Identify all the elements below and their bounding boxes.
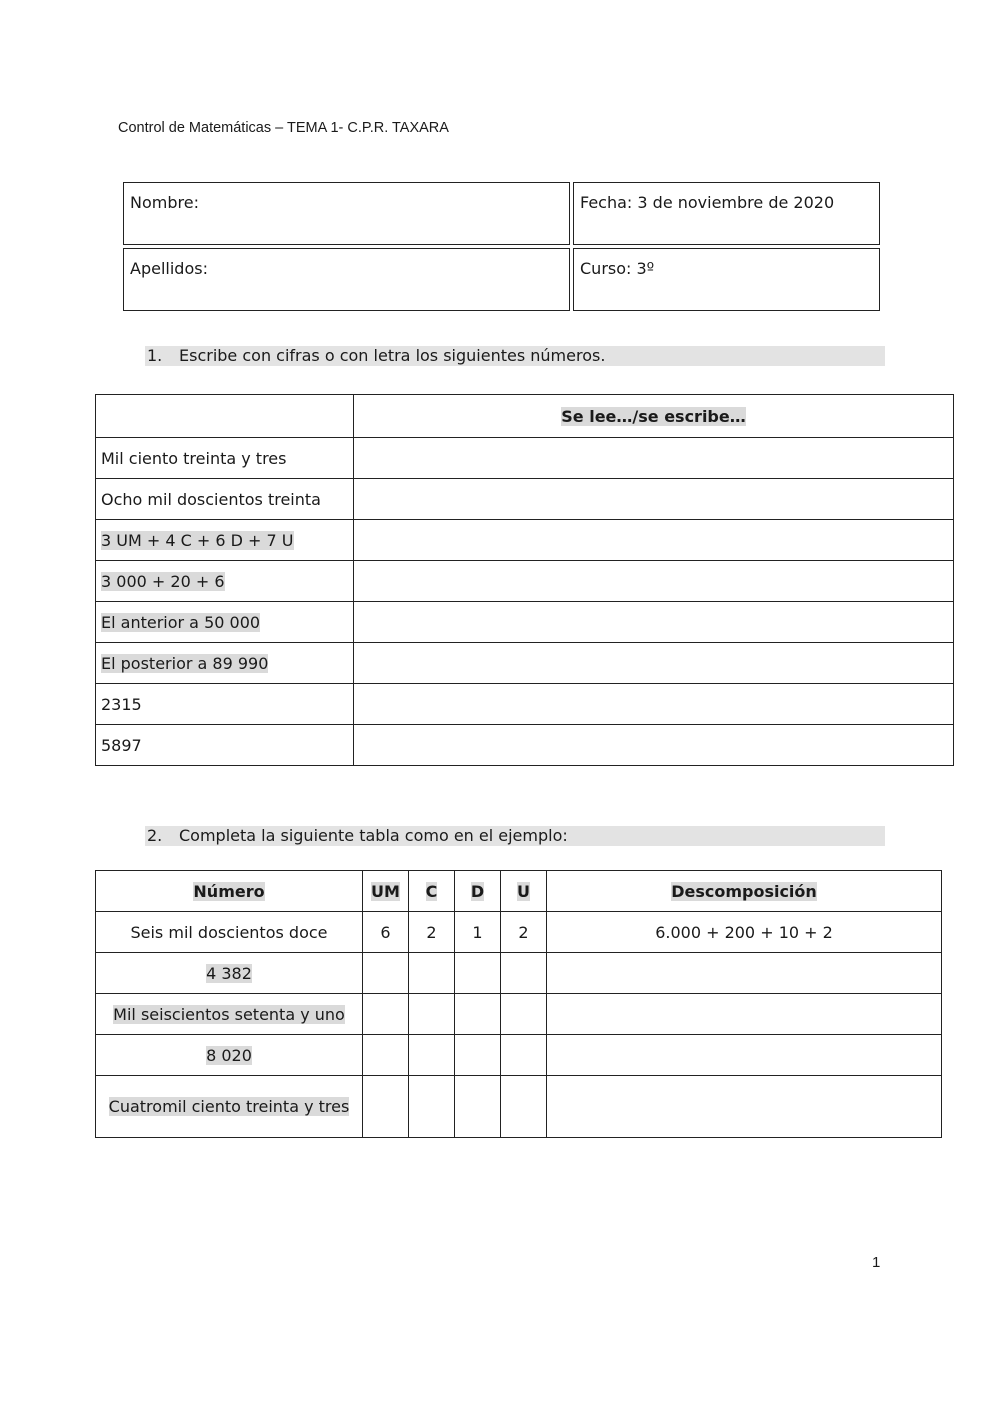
q2-cell-text: Cuatromil ciento treinta y tres [108, 1097, 350, 1116]
curso-field: Curso: 3º [573, 248, 880, 311]
student-info-table [120, 179, 883, 314]
q2-cell-numero [96, 1076, 363, 1138]
q1-row [96, 561, 954, 602]
q2-cell-text: 2 [518, 922, 529, 942]
q1-row-label-text: 3 000 + 20 + 6 [101, 571, 225, 591]
q2-cell-u[interactable] [501, 953, 547, 994]
document-header: Control de Matemáticas – TEMA 1- C.P.R. TAXARA [118, 120, 449, 136]
q1-row-label-text: El posterior a 89 990 [101, 653, 269, 673]
q1-answer-cell[interactable] [354, 643, 954, 684]
q2-cell-c[interactable] [409, 1035, 455, 1076]
q2-row [96, 994, 942, 1035]
q2-cell-u[interactable] [501, 1035, 547, 1076]
q2-header-label: Número [193, 881, 265, 901]
question-1-table [95, 394, 954, 766]
q1-row [96, 479, 954, 520]
q1-row [96, 725, 954, 766]
q1-row-label [96, 725, 354, 766]
q1-column-header-label: Se lee…/se escribe… [561, 406, 746, 426]
q2-cell-numero [96, 953, 363, 994]
q1-row-label-text: 3 UM + 4 C + 6 D + 7 U [101, 530, 294, 550]
q1-answer-cell[interactable] [354, 520, 954, 561]
q2-cell-um[interactable] [363, 994, 409, 1035]
q2-cell-d[interactable] [455, 953, 501, 994]
q2-cell-text: 8 020 [206, 1045, 252, 1065]
question-2-table [95, 870, 942, 1138]
q1-row-label [96, 479, 354, 520]
q1-row [96, 684, 954, 725]
q1-row-label [96, 602, 354, 643]
q2-cell-text: 2 [426, 922, 437, 942]
q2-cell-u [501, 912, 547, 953]
question-1-text: Escribe con cifras o con letra los siguientes números. [179, 346, 606, 365]
q2-cell-u[interactable] [501, 1076, 547, 1138]
q2-cell-c[interactable] [409, 1076, 455, 1138]
q2-header-label: C [425, 881, 438, 901]
q1-answer-cell[interactable] [354, 684, 954, 725]
q1-row-label [96, 438, 354, 479]
q2-cell-numero [96, 994, 363, 1035]
nombre-field[interactable]: Nombre: [123, 182, 570, 245]
q2-header-label: Descomposición [671, 881, 817, 901]
q2-header-numero [96, 871, 363, 912]
q2-header-label: UM [371, 881, 400, 901]
q2-header-label: U [517, 881, 530, 901]
q2-cell-text: Mil seiscientos setenta y uno [113, 1004, 345, 1024]
q2-cell-d[interactable] [455, 1035, 501, 1076]
q2-cell-desc[interactable] [547, 994, 942, 1035]
q2-cell-d [455, 912, 501, 953]
q1-answer-cell[interactable] [354, 725, 954, 766]
q1-answer-cell[interactable] [354, 561, 954, 602]
q1-row-label-text: Ocho mil doscientos treinta [101, 489, 321, 509]
q2-cell-text: 4 382 [206, 963, 252, 983]
q2-cell-desc[interactable] [547, 1035, 942, 1076]
q1-answer-cell[interactable] [354, 479, 954, 520]
q1-answer-cell[interactable] [354, 438, 954, 479]
question-1-heading [145, 346, 885, 366]
q1-row [96, 643, 954, 684]
q1-row-label-text: Mil ciento treinta y tres [101, 448, 287, 468]
q2-cell-c [409, 912, 455, 953]
q1-row [96, 602, 954, 643]
q2-cell-desc[interactable] [547, 1076, 942, 1138]
q1-row-label [96, 561, 354, 602]
q1-row-label [96, 643, 354, 684]
q2-header-u [501, 871, 547, 912]
page-number: 1 [872, 1254, 881, 1271]
q2-cell-desc [547, 912, 942, 953]
q2-cell-text: 6 [380, 922, 391, 942]
q1-row-label-text: 2315 [101, 694, 142, 714]
q2-cell-desc[interactable] [547, 953, 942, 994]
q1-empty-header [96, 395, 354, 438]
q1-row-label [96, 684, 354, 725]
fecha-field: Fecha: 3 de noviembre de 2020 [573, 182, 880, 245]
q2-row [96, 1035, 942, 1076]
q2-cell-d[interactable] [455, 1076, 501, 1138]
question-2-number: 2. [147, 826, 163, 845]
q2-cell-text: 1 [472, 922, 483, 942]
q2-cell-text: Seis mil doscientos doce [130, 922, 328, 942]
q2-row [96, 1076, 942, 1138]
q1-row [96, 520, 954, 561]
apellidos-field[interactable]: Apellidos: [123, 248, 570, 311]
question-2-heading [145, 826, 885, 846]
q2-header-desc [547, 871, 942, 912]
q2-row [96, 953, 942, 994]
q2-cell-um [363, 912, 409, 953]
q2-cell-text: 6.000 + 200 + 10 + 2 [655, 922, 833, 942]
q2-header-d [455, 871, 501, 912]
q2-cell-um[interactable] [363, 953, 409, 994]
q2-cell-um[interactable] [363, 1076, 409, 1138]
q1-row [96, 438, 954, 479]
q2-header-label: D [470, 881, 485, 901]
q2-cell-numero [96, 912, 363, 953]
q2-cell-um[interactable] [363, 1035, 409, 1076]
q1-row-label [96, 520, 354, 561]
q1-answer-cell[interactable] [354, 602, 954, 643]
question-2-text: Completa la siguiente tabla como en el ejemplo: [179, 826, 568, 845]
q2-cell-numero [96, 1035, 363, 1076]
q2-cell-d[interactable] [455, 994, 501, 1035]
q2-header-c [409, 871, 455, 912]
q2-cell-c[interactable] [409, 994, 455, 1035]
q1-row-label-text: El anterior a 50 000 [101, 612, 261, 632]
q2-header-um [363, 871, 409, 912]
q1-column-header [354, 395, 954, 438]
q2-row [96, 912, 942, 953]
q2-cell-c[interactable] [409, 953, 455, 994]
question-1-number: 1. [147, 346, 163, 365]
q1-row-label-text: 5897 [101, 735, 142, 755]
q2-cell-u[interactable] [501, 994, 547, 1035]
